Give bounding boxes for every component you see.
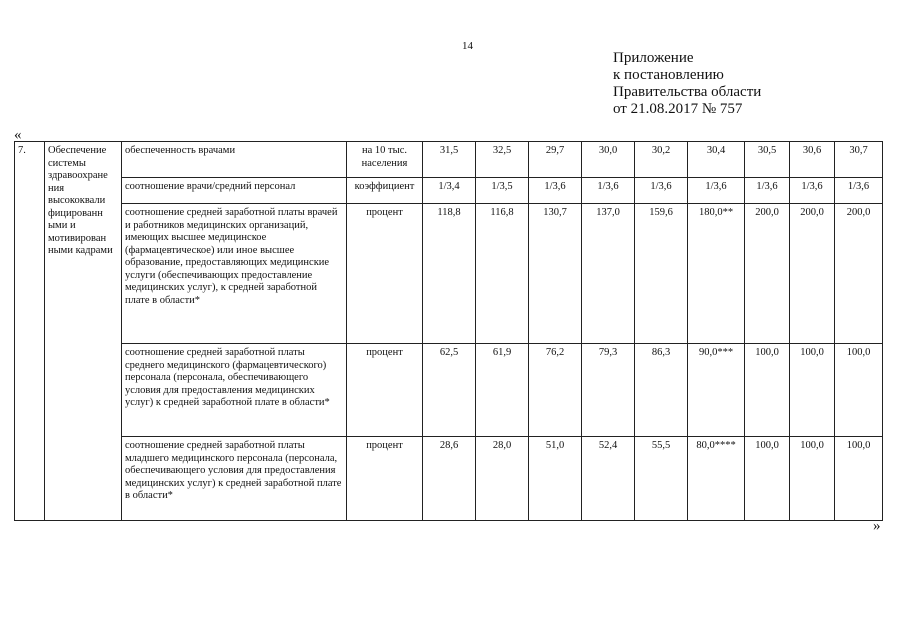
value-cell: 1/3,4 (423, 178, 476, 204)
value-cell: 100,0 (835, 437, 883, 521)
value-cell: 30,7 (835, 142, 883, 178)
value-cell: 180,0** (688, 204, 745, 344)
unit-cell: процент (347, 344, 423, 437)
value-cell: 30,6 (790, 142, 835, 178)
appendix-header (613, 50, 761, 118)
appendix-line: от 21.08.2017 № 757 (613, 101, 743, 117)
indicators-table (14, 141, 883, 521)
value-cell: 1/3,6 (582, 178, 635, 204)
appendix-line: Правительства области (613, 84, 762, 100)
close-quote: » (873, 518, 881, 534)
value-cell: 1/3,6 (635, 178, 688, 204)
value-cell: 30,2 (635, 142, 688, 178)
value-cell: 90,0*** (688, 344, 745, 437)
value-cell: 100,0 (745, 437, 790, 521)
value-cell: 100,0 (745, 344, 790, 437)
indicator-cell: соотношение средней заработной платы врачей и работников медицинских организаций, имеющих высшее медицинское (фармацевтическое) или иное высшее образование, предоставляющих медицинские услуги (обеспечивающих предоставление медицинских услуг), к средней заработной плате в области* (122, 204, 347, 344)
value-cell: 30,0 (582, 142, 635, 178)
value-cell: 76,2 (529, 344, 582, 437)
value-cell: 79,3 (582, 344, 635, 437)
indicator-cell: соотношение средней заработной платы младшего медицинского персонала (персонала, обеспечивающего условия для предоставления медицинских услуг) к средней заработной плате в области* (122, 437, 347, 521)
appendix-line: Приложение (613, 50, 694, 66)
value-cell: 31,5 (423, 142, 476, 178)
table-row (15, 178, 883, 204)
indicator-cell: соотношение врачи/средний персонал (122, 178, 347, 204)
value-cell: 200,0 (745, 204, 790, 344)
open-quote: « (14, 127, 22, 143)
table-row (15, 204, 883, 344)
value-cell: 1/3,6 (745, 178, 790, 204)
value-cell: 100,0 (835, 344, 883, 437)
appendix-line: к постановлению (613, 67, 724, 83)
value-cell: 62,5 (423, 344, 476, 437)
value-cell: 137,0 (582, 204, 635, 344)
unit-cell: процент (347, 204, 423, 344)
page-number: 14 (462, 40, 473, 52)
value-cell: 86,3 (635, 344, 688, 437)
value-cell: 118,8 (423, 204, 476, 344)
section-title: Обеспечение системы здравоохране ния высококвали фицированн ыми и мотивирован ными кадрами (45, 142, 122, 521)
value-cell: 200,0 (790, 204, 835, 344)
value-cell: 1/3,5 (476, 178, 529, 204)
value-cell: 100,0 (790, 437, 835, 521)
value-cell: 55,5 (635, 437, 688, 521)
indicator-cell: соотношение средней заработной платы среднего медицинского (фармацевтического) персонала (персонала, обеспечивающего условия для предоставления медицинских услуг) к средней заработной плате в области* (122, 344, 347, 437)
value-cell: 28,6 (423, 437, 476, 521)
indicator-cell: обеспеченность врачами (122, 142, 347, 178)
unit-cell: коэффициент (347, 178, 423, 204)
value-cell: 200,0 (835, 204, 883, 344)
unit-cell: на 10 тыс. населения (347, 142, 423, 178)
value-cell: 30,4 (688, 142, 745, 178)
unit-cell: процент (347, 437, 423, 521)
table-row (15, 344, 883, 437)
value-cell: 30,5 (745, 142, 790, 178)
table-row (15, 437, 883, 521)
section-number: 7. (15, 142, 45, 521)
value-cell: 100,0 (790, 344, 835, 437)
value-cell: 116,8 (476, 204, 529, 344)
value-cell: 1/3,6 (529, 178, 582, 204)
value-cell: 52,4 (582, 437, 635, 521)
value-cell: 1/3,6 (688, 178, 745, 204)
value-cell: 51,0 (529, 437, 582, 521)
value-cell: 80,0**** (688, 437, 745, 521)
value-cell: 29,7 (529, 142, 582, 178)
value-cell: 130,7 (529, 204, 582, 344)
value-cell: 1/3,6 (835, 178, 883, 204)
value-cell: 61,9 (476, 344, 529, 437)
table-row (15, 142, 883, 178)
value-cell: 28,0 (476, 437, 529, 521)
value-cell: 159,6 (635, 204, 688, 344)
value-cell: 1/3,6 (790, 178, 835, 204)
value-cell: 32,5 (476, 142, 529, 178)
